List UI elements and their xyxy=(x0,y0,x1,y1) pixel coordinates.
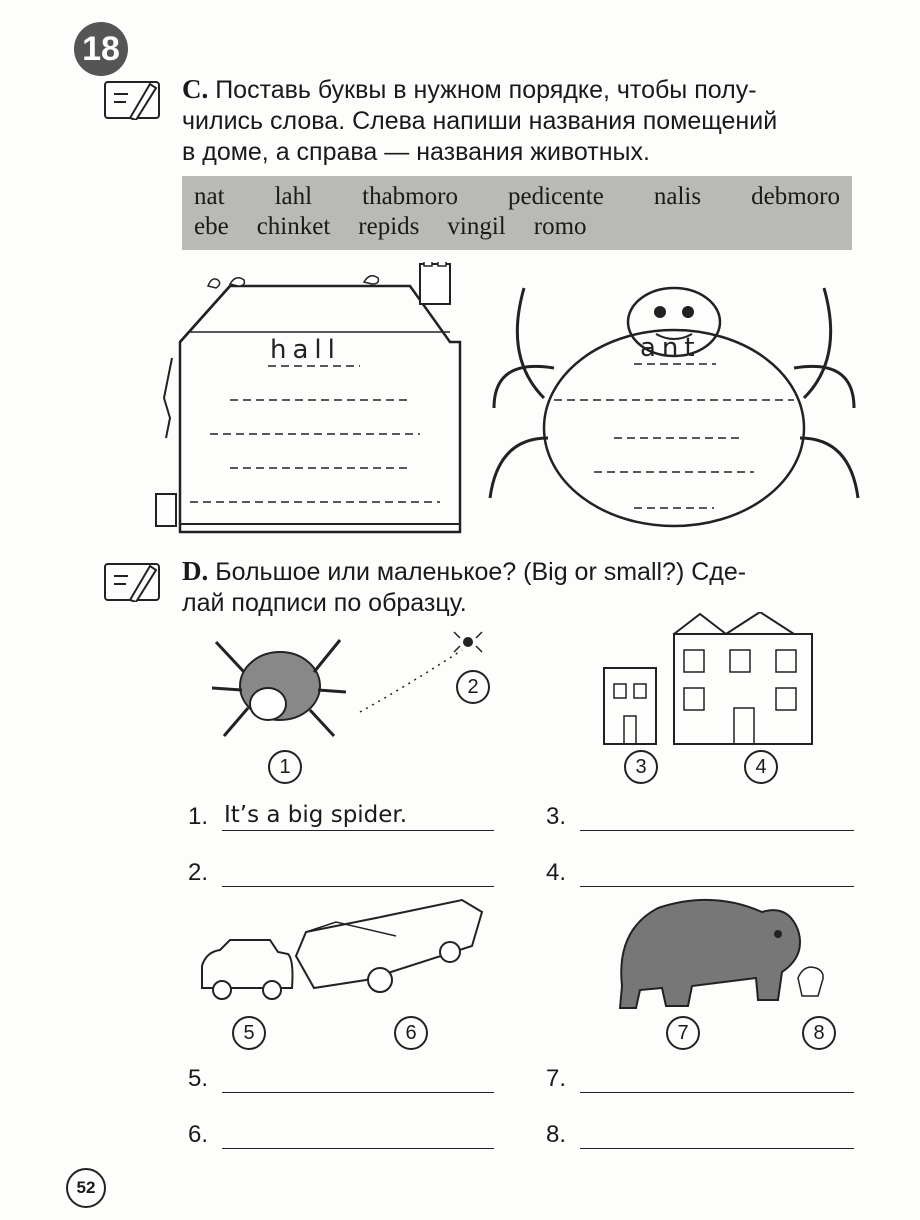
picture-number: 4 xyxy=(744,750,778,784)
task-c-line-3: в доме, а справа — названия животных. xyxy=(182,138,650,166)
word-bank-item: nalis xyxy=(653,183,702,210)
answer-number: 4. xyxy=(546,859,567,886)
answer-row xyxy=(546,802,854,831)
answer-number: 7. xyxy=(546,1065,567,1092)
task-c-instruction xyxy=(182,74,777,168)
picture-number: 5 xyxy=(232,1016,266,1050)
word-bank-item: repids xyxy=(358,213,420,240)
answer-line-7[interactable] xyxy=(580,1064,854,1093)
task-d-line-2: лай подписи по образцу. xyxy=(182,589,467,617)
word-bank-item: thabmoro xyxy=(362,183,458,210)
answer-number: 8. xyxy=(546,1121,567,1148)
task-d-letter: D. xyxy=(182,556,209,586)
answer-number: 6. xyxy=(188,1121,209,1148)
house-illustration xyxy=(150,262,480,542)
pencil-writing-icon xyxy=(104,562,160,602)
answer-line-2[interactable] xyxy=(222,858,494,887)
answer-row xyxy=(546,858,854,887)
answer-number: 1. xyxy=(188,803,209,830)
answer-row xyxy=(188,1064,494,1093)
answer-line-6[interactable] xyxy=(222,1120,494,1149)
answer-row xyxy=(188,858,494,887)
word-bank-item: debmoro xyxy=(751,183,840,210)
lesson-number-badge: 18 xyxy=(74,22,128,76)
picture-number: 7 xyxy=(666,1016,700,1050)
task-c-line-1: Поставь буквы в нужном порядке, чтобы полу- xyxy=(215,76,757,104)
word-bank-item: vingil xyxy=(447,213,506,240)
house-example-word: hall xyxy=(270,335,341,365)
answer-line-4[interactable] xyxy=(580,858,854,887)
task-d-line-1: Большое или маленькое? (Big or small?) Сде- xyxy=(215,558,747,586)
answer-line-3[interactable] xyxy=(580,802,854,831)
answer-number: 3. xyxy=(546,803,567,830)
answer-row xyxy=(188,802,494,831)
answer-line-8[interactable] xyxy=(580,1120,854,1149)
picture-number: 3 xyxy=(624,750,658,784)
task-c-line-2: чились слова. Слева напиши названия помещений xyxy=(182,107,778,135)
task-d-instruction xyxy=(182,556,746,619)
word-bank xyxy=(182,176,852,250)
bear-and-kitten-illustration xyxy=(612,890,836,1014)
page-number: 52 xyxy=(66,1168,106,1208)
answer-line-5[interactable] xyxy=(222,1064,494,1093)
picture-number: 8 xyxy=(802,1016,836,1050)
answer-line-1[interactable]: It’s a big spider. xyxy=(222,802,494,831)
pencil-writing-icon xyxy=(104,80,160,120)
task-c-letter: C. xyxy=(182,74,209,104)
small-and-big-car-illustration xyxy=(196,896,488,1008)
word-bank-item: ebe xyxy=(194,213,229,240)
word-bank-item: lahl xyxy=(274,183,313,210)
answer-number: 2. xyxy=(188,859,209,886)
answer-row xyxy=(546,1120,854,1149)
word-bank-item: chinket xyxy=(256,213,331,240)
answer-row xyxy=(546,1064,854,1093)
small-and-big-house-illustration xyxy=(600,612,816,748)
word-bank-item: pedicente xyxy=(508,183,604,210)
picture-number: 6 xyxy=(394,1016,428,1050)
word-bank-item: nat xyxy=(194,183,225,210)
answer-row xyxy=(188,1120,494,1149)
picture-number: 2 xyxy=(456,670,490,704)
picture-number: 1 xyxy=(268,750,302,784)
answer-number: 5. xyxy=(188,1065,209,1092)
word-bank-item: romo xyxy=(533,213,587,240)
spider-illustration xyxy=(484,268,860,530)
spider-example-word: ant xyxy=(640,333,701,363)
